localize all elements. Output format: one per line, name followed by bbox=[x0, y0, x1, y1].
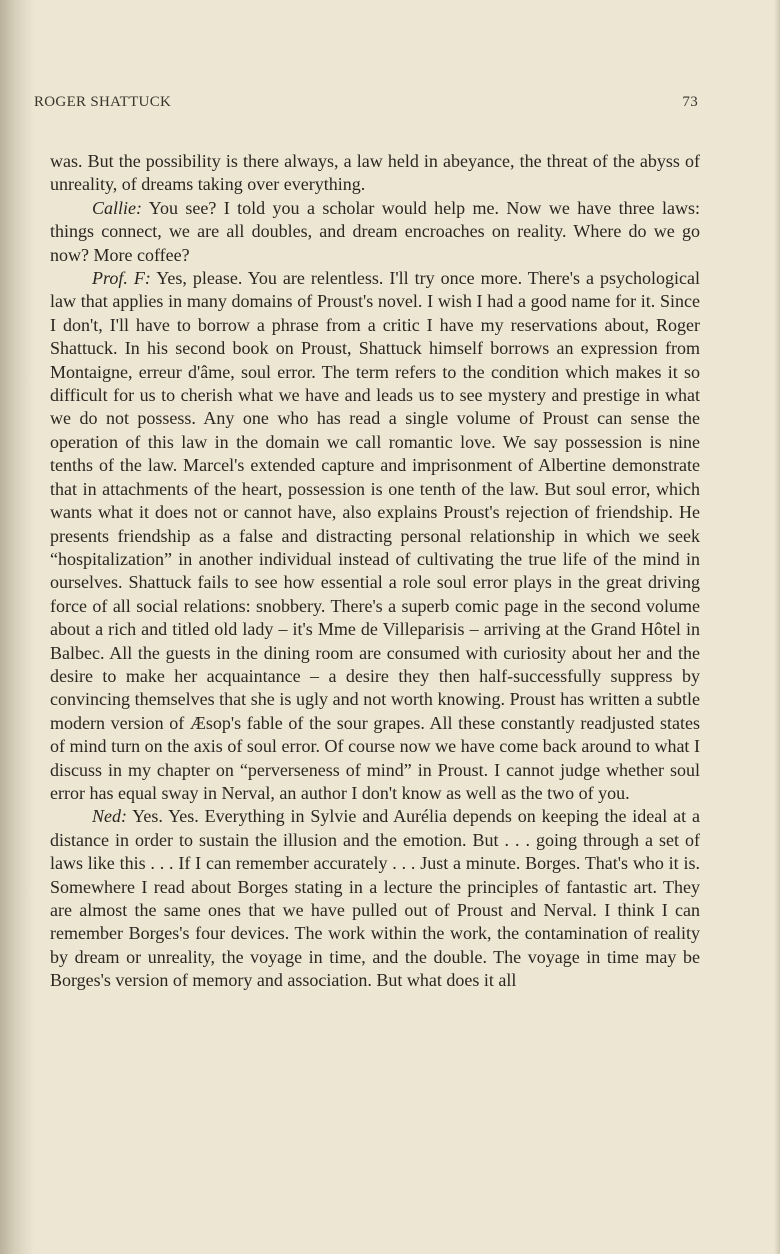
paragraph-continuation bbox=[50, 150, 700, 197]
paragraph-text: Yes. Yes. Everything in Sylvie and Aurélia depends on keeping the ideal at a distance in order to sustain the illusion and the emotion. But . . . going through a set of laws like this . . . If I can remember accurately . . . Just a minute. Borges. That's who it is. Somewhere I read about Borges stating in a lecture the principles of fantastic art. They are almost the same ones that we have pulled out of Proust and Nerval. I think I can remember Borges's four devices. The work within the work, the contamination of reality by dream or unreality, the voyage in time, and the double. The voyage in time may be Borges's version of memory and association. But what does it all bbox=[50, 806, 700, 991]
paragraph-text: was. But the possibility is there always, a law held in abeyance, the threat of the abyss of unreality, of dreams taking over everything. bbox=[50, 151, 700, 195]
paragraph-prof-f bbox=[50, 267, 700, 805]
page-number: 73 bbox=[682, 94, 698, 110]
paragraph-callie bbox=[50, 197, 700, 267]
book-gutter-shadow bbox=[0, 0, 34, 1254]
running-head-title: ROGER SHATTUCK bbox=[34, 94, 172, 110]
paragraph-text: Yes, please. You are relentless. I'll try once more. There's a psychological law that applies in many domains of Proust's novel. I wish I had a good name for it. Since I don't, I'll have to borrow a phrase from a critic I have my reservations about, Roger Shattuck. In his second book on Proust, Shattuck himself borrows an expression from Montaigne, erreur d'âme, soul error. The term refers to the condition which makes it so difficult for us to cherish what we have and leads us to see mystery and prestige in what we do not possess. Any one who has read a single volume of Proust can sense the operation of this law in the domain we call romantic love. We say possession is nine tenths of the law. Marcel's extended capture and imprisonment of Albertine demonstrate that in attachments of the heart, possession is one tenth of the law. But soul error, which wants what it does not or cannot have, also explains Proust's rejection of friendship. He presents friendship as a false and distracting personal relationship in which we seek “hospitalization” in another individual instead of cultivating the true life of the mind in ourselves. Shattuck fails to see how essential a role soul error plays in the great driving force of all social relations: snobbery. There's a superb comic page in the second volume about a rich and titled old lady – it's Mme de Villeparisis – arriving at the Grand Hôtel in Balbec. All the guests in the dining room are consumed with curiosity about her and the desire to make her acquaintance – a desire they then half-successfully suppress by convincing themselves that she is ugly and not worth knowing. Proust has written a subtle modern version of Æsop's fable of the sour grapes. All these constantly readjusted states of mind turn on the axis of soul error. Of course now we have come back around to what I discuss in my chapter on “perverseness of mind” in Proust. I cannot judge whether soul error has equal sway in Nerval, an author I don't know as well as the two of you. bbox=[50, 268, 700, 803]
speaker-label: Prof. F: bbox=[92, 268, 151, 289]
page-body bbox=[50, 150, 700, 993]
page-edge bbox=[774, 0, 780, 1254]
paragraph-text: You see? I told you a scholar would help me. Now we have three laws: things connect, we are all doubles, and dream encroaches on reality. Where do we go now? More coffee? bbox=[50, 197, 700, 265]
paragraph-ned bbox=[50, 805, 700, 992]
speaker-label: Ned: bbox=[92, 806, 127, 827]
speaker-label: Callie: bbox=[92, 197, 142, 218]
running-header bbox=[34, 94, 698, 111]
